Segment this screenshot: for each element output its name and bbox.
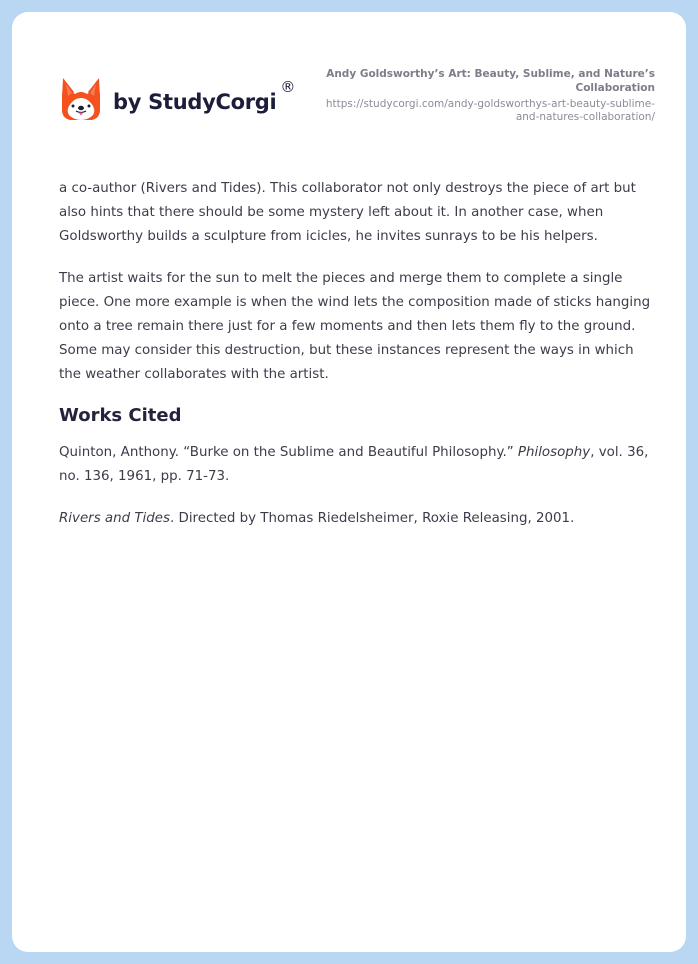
document-body	[59, 177, 659, 549]
document-title: Andy Goldsworthy’s Art: Beauty, Sublime, and Nature’s Collaboration	[326, 68, 655, 94]
logo-text: by StudyCorgi	[113, 90, 277, 114]
citation-italic: Rivers and Tides	[59, 511, 170, 526]
citation-text: . Directed by Thomas Riedelsheimer, Roxie Releasing, 2001.	[170, 511, 575, 526]
citation-entry	[59, 441, 659, 489]
works-cited-heading: Works Cited	[59, 405, 182, 426]
document-meta	[315, 67, 655, 124]
body-paragraph: The artist waits for the sun to melt the pieces and merge them to complete a single piece. One more example is when the wind lets the composition made of sticks hanging onto a tree remain there just for a few moments and then lets them fly to the ground. Some may consider this destruction, but these instances represent the ways in which the weather collaborates with the artist.	[59, 271, 651, 382]
body-paragraph: a co-author (Rivers and Tides). This collaborator not only destroys the piece of art but also hints that there should be some mystery left about it. In another case, when Goldsworthy builds a sculpture from icicles, he invites sunrays to be his helpers.	[59, 181, 636, 244]
registered-mark: ®	[280, 78, 296, 96]
corgi-logo-icon	[60, 76, 102, 122]
page-header	[12, 12, 686, 162]
citation-italic: Philosophy	[517, 445, 591, 460]
document-page	[12, 12, 686, 952]
document-url[interactable]: https://studycorgi.com/andy-goldsworthys-art-beauty-sublime-and-natures-collaboration/	[325, 98, 655, 123]
citation-text: , vol. 36, no. 136, 1961, pp. 71-73.	[59, 445, 649, 484]
studycorgi-logo[interactable]	[60, 76, 295, 122]
citation-entry	[59, 507, 659, 531]
citation-text: Quinton, Anthony. “Burke on the Sublime and Beautiful Philosophy.”	[59, 445, 518, 460]
